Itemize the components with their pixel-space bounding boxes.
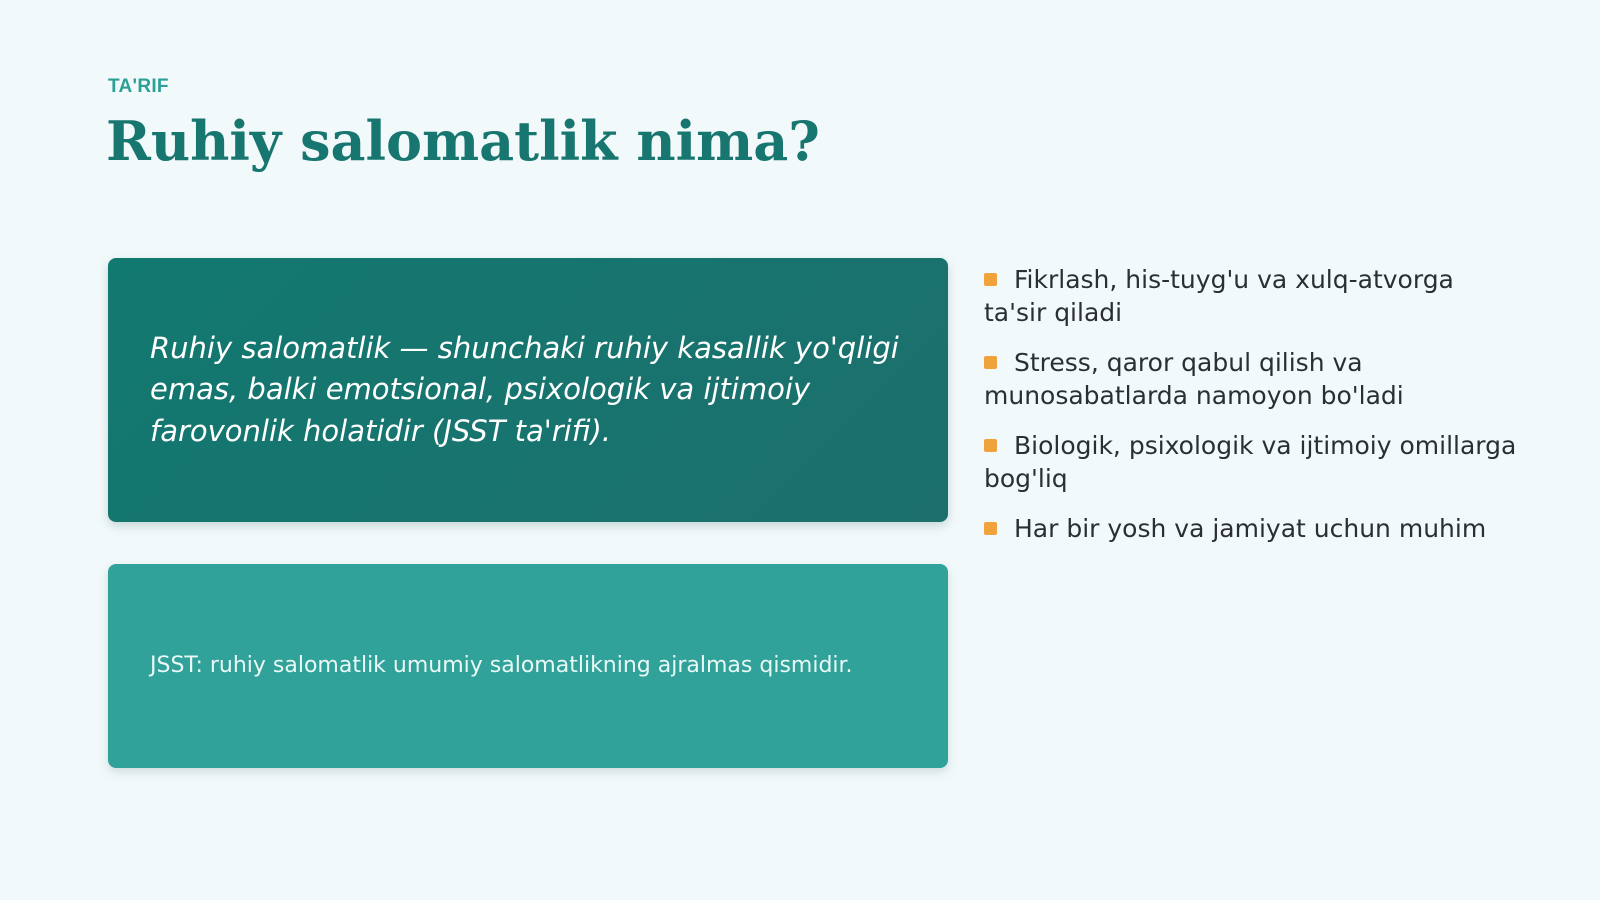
bullet-item [984,264,1524,329]
bullet-text: Stress, qaror qabul qilish va munosabatlarda namoyon bo'ladi [984,348,1404,410]
bullet-text: Har bir yosh va jamiyat uchun muhim [1014,514,1487,543]
bullet-text: Fikrlash, his-tuyg'u va xulq-atvorga ta'sir qiladi [984,265,1454,327]
bullet-item [984,513,1524,546]
note-card [108,564,948,768]
definition-text: Ruhiy salomatlik — shunchaki ruhiy kasallik yo'qligi emas, balki emotsional, psixologik va ijtimoiy farovonlik holatidir (JSST ta'rifi). [150,331,899,448]
definition-card [108,258,948,522]
bullet-item [984,430,1524,495]
square-bullet-icon [984,522,997,535]
bullet-text: Biologik, psixologik va ijtimoiy omillarga bog'liq [984,431,1517,493]
page-title: Ruhiy salomatlik nima? [106,109,820,173]
square-bullet-icon [984,273,997,286]
square-bullet-icon [984,439,997,452]
section-label: TA'RIF [108,76,169,97]
bullet-list [984,264,1524,564]
note-text: JSST: ruhiy salomatlik umumiy salomatlikning ajralmas qismidir. [150,652,853,678]
bullet-item [984,347,1524,412]
square-bullet-icon [984,356,997,369]
